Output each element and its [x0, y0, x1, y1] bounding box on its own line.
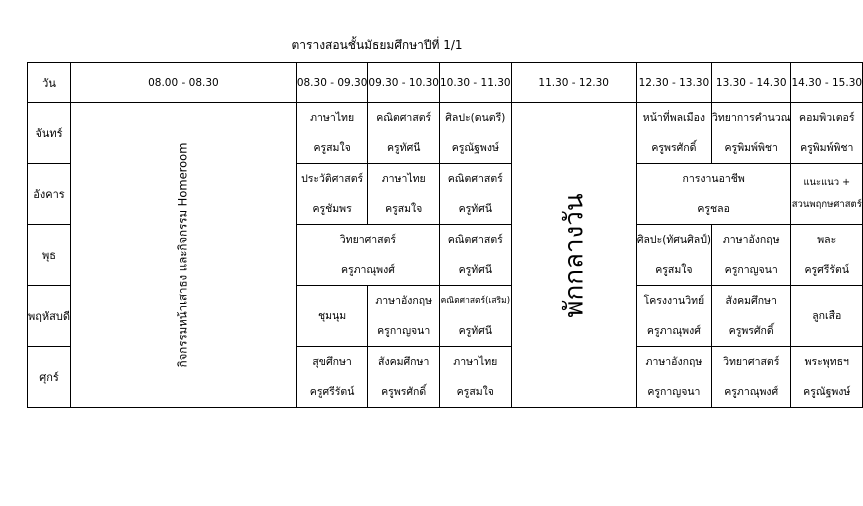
class-cell: [368, 286, 440, 347]
timetable: [27, 62, 863, 408]
lunch-label: พักกลางวัน: [559, 192, 590, 318]
teacher-label: ครูชัมพร: [312, 203, 352, 215]
subject-label: คอมพิวเตอร์: [799, 112, 855, 124]
teacher-label: ครูชลอ: [697, 203, 730, 215]
class-cell: [636, 225, 711, 286]
teacher-label: ครูภาณุพงศ์: [340, 264, 395, 276]
class-cell: [711, 225, 791, 286]
subject-label: การงานอาชีพ: [682, 173, 745, 185]
subject-label: แนะแนว +: [803, 177, 851, 188]
class-cell: [368, 103, 440, 164]
class-cell: [711, 286, 791, 347]
teacher-label: ครูณัฐพงษ์: [803, 386, 851, 398]
day-label: พุธ: [28, 225, 71, 286]
class-cell: [791, 225, 863, 286]
class-cell: [296, 103, 368, 164]
subject-label: สังคมศึกษา: [725, 295, 777, 307]
class-cell: [791, 286, 863, 347]
class-cell: [440, 103, 512, 164]
homeroom-cell: [71, 103, 297, 408]
class-cell: [636, 347, 711, 408]
subject-label: ภาษาอังกฤษ: [645, 356, 703, 368]
subject-label: สังคมศึกษา: [378, 356, 430, 368]
subject-label: ภาษาไทย: [381, 173, 426, 185]
teacher-label: ครูพิมพ์พิชา: [724, 142, 778, 154]
header-period: 10.30 - 11.30: [440, 63, 512, 103]
subject-label: สวนพฤกษศาสตร์: [791, 199, 862, 210]
class-cell: [636, 286, 711, 347]
subject-label: ภาษาอังกฤษ: [722, 234, 780, 246]
header-period: 13.30 - 14.30: [711, 63, 791, 103]
subject-label: วิทยาการคำนวณ: [711, 112, 791, 124]
header-period: 09.30 - 10.30: [368, 63, 440, 103]
header-row: [28, 63, 863, 103]
teacher-label: ครูทัศนี: [458, 264, 493, 276]
subject-label: ภาษาไทย: [453, 356, 498, 368]
subject-label: วิทยาศาสตร์: [339, 234, 397, 246]
subject-label: ลูกเสือ: [812, 310, 842, 322]
class-cell: [440, 225, 512, 286]
day-label: ศุกร์: [28, 347, 71, 408]
row-monday: [28, 103, 863, 164]
header-period: 14.30 - 15.30: [791, 63, 863, 103]
header-day: วัน: [28, 63, 71, 103]
subject-label: ภาษาไทย: [310, 112, 355, 124]
teacher-label: ครูศรีรัตน์: [804, 264, 850, 276]
day-label: อังคาร: [28, 164, 71, 225]
subject-label: วิทยาศาสตร์: [723, 356, 780, 368]
class-cell: [296, 286, 368, 347]
class-cell: [440, 347, 512, 408]
subject-label: คณิตศาสตร์: [447, 234, 503, 246]
class-cell: [368, 164, 440, 225]
subject-label: ศิลปะ(ทัศนศิลป์): [636, 234, 711, 246]
subject-label: หน้าที่พลเมือง: [642, 112, 705, 124]
teacher-label: ครูพรศักดิ์: [651, 142, 697, 154]
class-cell: [791, 164, 863, 225]
class-cell: [440, 286, 512, 347]
teacher-label: ครูภาณุพงศ์: [724, 386, 779, 398]
teacher-label: ครูสมใจ: [456, 386, 494, 398]
class-cell: [711, 103, 791, 164]
class-cell: [296, 164, 368, 225]
class-cell: [791, 103, 863, 164]
class-cell: [440, 164, 512, 225]
subject-label: คณิตศาสตร์(เสริม): [440, 296, 511, 306]
class-cell: [636, 103, 711, 164]
teacher-label: ครูณัฐพงษ์: [451, 142, 499, 154]
class-cell: [711, 347, 791, 408]
lunch-cell: [511, 103, 636, 408]
header-period: 08.30 - 09.30: [296, 63, 368, 103]
subject-label: ศิลปะ(ดนตรี): [445, 112, 506, 124]
teacher-label: ครูทัศนี: [386, 142, 421, 154]
teacher-label: ครูสมใจ: [655, 264, 693, 276]
teacher-label: ครูสมใจ: [313, 142, 351, 154]
subject-label: พละ: [817, 234, 837, 246]
teacher-label: ครูกาญจนา: [724, 264, 778, 276]
subject-label: พระพุทธฯ: [804, 356, 849, 368]
teacher-label: ครูทัศนี: [458, 325, 493, 337]
subject-label: สุขศึกษา: [312, 356, 352, 368]
teacher-label: ครูทัศนี: [458, 203, 493, 215]
class-cell: [296, 347, 368, 408]
teacher-label: ครูกาญจนา: [647, 386, 701, 398]
class-cell: [791, 347, 863, 408]
subject-label: ภาษาอังกฤษ: [375, 295, 433, 307]
subject-label: คณิตศาสตร์: [376, 112, 432, 124]
class-cell: [296, 225, 439, 286]
class-cell: [636, 164, 791, 225]
day-label: พฤหัสบดี: [28, 286, 71, 347]
teacher-label: ครูกาญจนา: [377, 325, 431, 337]
teacher-label: ครูพรศักดิ์: [728, 325, 774, 337]
teacher-label: ครูพรศักดิ์: [381, 386, 427, 398]
page-title: ตารางสอนชั้นมัธยมศึกษาปีที่ 1/1: [291, 38, 463, 52]
header-period: 08.00 - 08.30: [71, 63, 297, 103]
subject-label: ชุมนุม: [318, 310, 347, 322]
subject-label: คณิตศาสตร์: [447, 173, 503, 185]
subject-label: โครงงานวิทย์: [643, 295, 705, 307]
teacher-label: ครูพิมพ์พิชา: [800, 142, 854, 154]
class-cell: [368, 347, 440, 408]
teacher-label: ครูภาณุพงศ์: [646, 325, 701, 337]
teacher-label: ครูสมใจ: [385, 203, 423, 215]
teacher-label: ครูศรีรัตน์: [309, 386, 355, 398]
header-period: 12.30 - 13.30: [636, 63, 711, 103]
day-label: จันทร์: [28, 103, 71, 164]
header-period: 11.30 - 12.30: [511, 63, 636, 103]
subject-label: ประวัติศาสตร์: [301, 173, 364, 185]
homeroom-label: กิจกรรมหน้าเสาธง และกิจกรรม Homeroom: [175, 142, 190, 368]
